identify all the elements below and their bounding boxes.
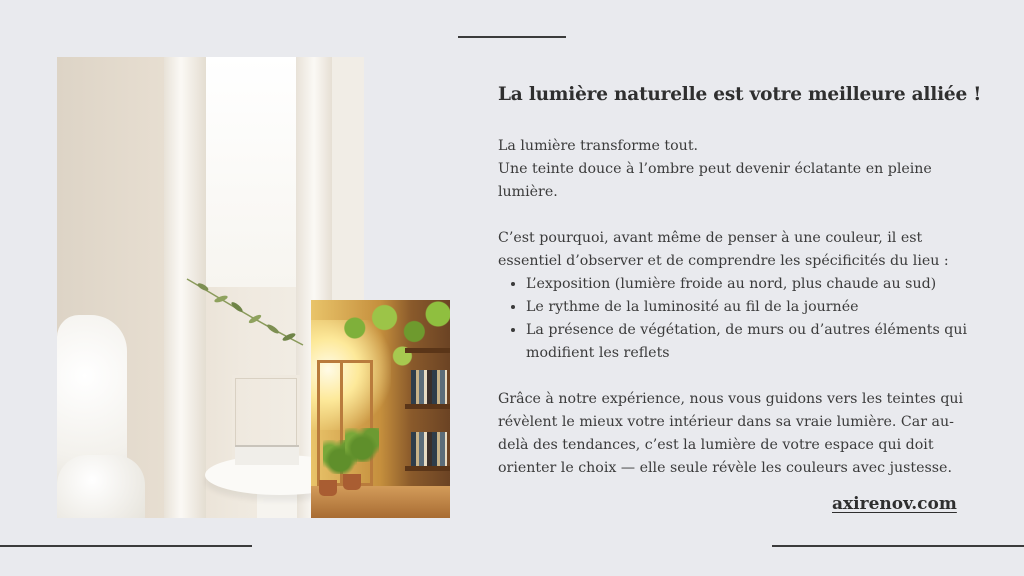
sunlit-window-photo (311, 300, 450, 518)
window-glass (206, 57, 296, 287)
books-row (411, 370, 447, 404)
bottom-right-divider (772, 545, 1024, 547)
list-item: • La présence de végétation, de murs ou d’autres éléments qui modifient les reflets (526, 319, 978, 365)
olive-branch (185, 275, 305, 355)
bookshelf-board (405, 404, 450, 409)
plant-pot (319, 480, 337, 496)
list-item: • Le rythme de la luminosité au fil de la journée (526, 296, 978, 319)
bookshelf-board (405, 466, 450, 471)
books-row (411, 432, 447, 466)
list-item: • L’exposition (lumière froide au nord, plus chaude au sud) (526, 273, 978, 296)
armchair-seat (57, 455, 145, 518)
top-divider (458, 36, 566, 38)
text-column (498, 84, 982, 480)
plant-pot (343, 474, 361, 490)
bookshelf-board (405, 348, 450, 353)
intro-line-1: La lumière transforme tout. (498, 138, 699, 154)
intro-line-2: Une teinte douce à l’ombre peut devenir éclatante en pleine lumière. (498, 161, 932, 200)
closing-paragraph: Grâce à notre expérience, nous vous guidons vers les teintes qui révèlent le mieux votre intérieur dans sa vraie lumière. Car au-delà des tendances, c’est la lumière de votre espace qui doit orienter le choix — elle seule révèle les couleurs avec justesse. (498, 391, 964, 476)
light-factors-list (498, 273, 978, 365)
website-link[interactable]: axirenov.com (832, 494, 957, 514)
observe-paragraph: C’est pourquoi, avant même de penser à une couleur, il est essentiel d’observer et de comprendre les spécificités du lieu : (498, 230, 949, 269)
page-title: La lumière naturelle est votre meilleure alliée ! (498, 84, 982, 105)
potted-plant (345, 428, 379, 462)
book-on-table (235, 445, 299, 465)
bottom-left-divider (0, 545, 252, 547)
